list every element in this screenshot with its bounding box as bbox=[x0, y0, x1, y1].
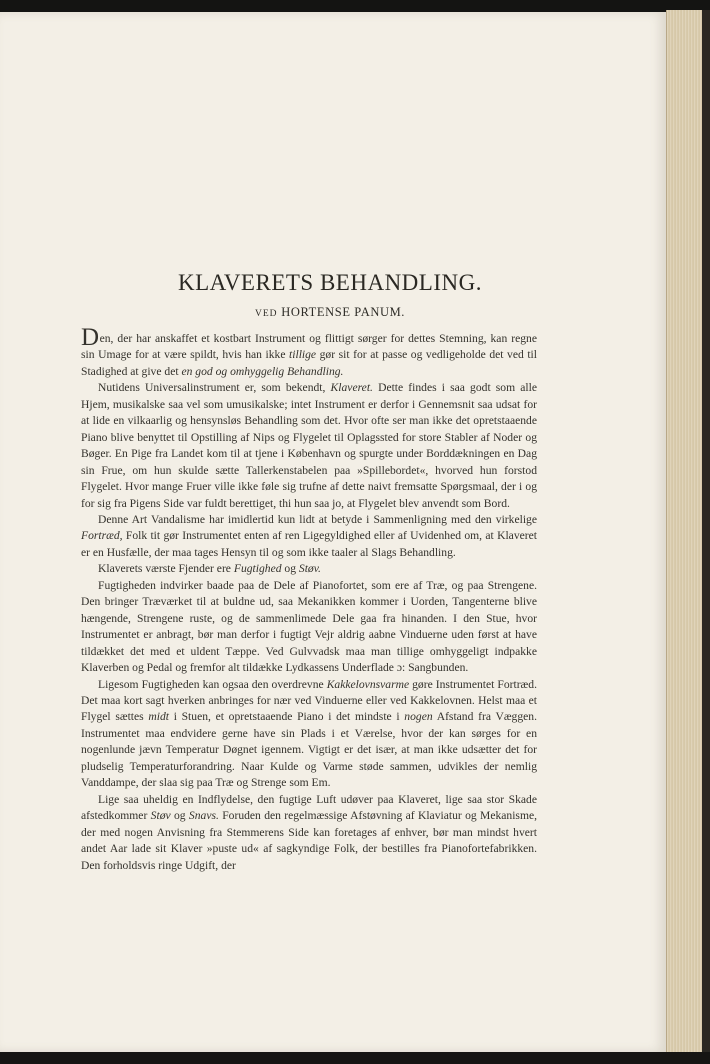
byline-author: HORTENSE PANUM. bbox=[281, 305, 406, 319]
article-body bbox=[81, 324, 538, 874]
drop-cap: D bbox=[81, 324, 100, 351]
paragraph-6: Ligesom Fugtigheden kan ogsaa den overdrevne Kakkelovnsvarme gøre Instrumentet Fortræd. Det maa kort sagt hverken anbringes for nær ved Vinduerne eller ved Kakkelovnen. Helst maa et Flygel sættes midt i Stuen, et opretstaaende Piano i det mindste i nogen Afstand fra Væggen. Instrumentet maa endvidere gerne have sin Plads i et Værelse, hvor der kan sørges for en nogenlunde jævn Temperatur Døgnet igennem. Vigtigt er det især, at man ikke udsætter det for pludselig Temperaturforandring. Naar Kulde og Varme støde sammen, udvikles der nemlig Vanddampe, der slaa sig paa Træ og Strenge som Em. bbox=[81, 677, 537, 790]
paragraph-1: Den, der har anskaffet et kostbart Instrument og flittigt sørger for dettes Stemning, kan regne sin Umage for at være spildt, hvis han ikke tillige gør sit for at passe og vedligeholde det ved til Stadighed at give det en god og omhyggelig Behandling. bbox=[81, 324, 537, 378]
byline-prefix: VED bbox=[254, 309, 278, 319]
paragraph-7: Lige saa uheldig en Indflydelse, den fugtige Luft udøver paa Klaveret, lige saa stor Skade afstedkommer Støv og Snavs. Foruden den regelmæssige Afstøvning af Klaviatur og Mekanisme, der med nogen Anvisning fra Stemmerens Side kan foretages af enhver, bør man mindst hvert andet Aar lade sit Klaver »puste ud« af sagkyndige Folk, der bestilles fra Pianofortefabrikken. Den forholdsvis ringe Udgift, der bbox=[81, 792, 538, 872]
scan-top-border bbox=[0, 0, 710, 12]
paragraph-2: Nutidens Universalinstrument er, som bekendt, Klaveret. Dette findes i saa godt som alle Hjem, musikalske saa vel som umusikalske; intet Instrument er derfor i Gennemsnit saa udsat for at lide en vilkaarlig og hensynsløs Behandling som det. Hvor ofte ser man ikke det opretstaaende Piano blive benyttet til Opstilling af Nips og Flygelet til Oplagssted for store Stabler af Noder og Bøger. En Pige fra Landet kom til at tjene i København og spurgte under Borddækningen en Dag sin Frue, om hun skulde sætte Tallerkenstabelen paa »Spillebordet«, hvorved hun forstod Flygelet. Hvor mange Fruer ville ikke føle sig trufne af dette naivt fremsatte Spørgsmaal, der i og for sig fra Pigens Side var fuldt berettiget, thi hun saa jo, at Flygelet blev anvendt som Bord. bbox=[81, 381, 537, 510]
book-page bbox=[0, 12, 666, 1052]
paragraph-4: Klaverets værste Fjender ere Fugtighed og Støv. bbox=[98, 562, 321, 576]
book-cover-edge bbox=[702, 10, 710, 1054]
article-title: KLAVERETS BEHANDLING. bbox=[178, 270, 482, 295]
book-page-edges bbox=[666, 10, 703, 1054]
paragraph-5: Fugtigheden indvirker baade paa de Dele af Pianofortet, som ere af Træ, og paa Strengene. Den bringer Træværket til at buldne ud, saa Mekanikken kommer i Uorden, Tangenterne blive hængende, Strengene ruste, og de sammenlimede Dele gaa fra hinanden. I den Stue, hvor Instrumentet er anbragt, bør man derfor i fugtigt Vejr aldrig aabne Vinduerne uden først at have tildækket det med et uldent Tæppe. Ved Gulvvadsk maa man tillige omhyggeligt indpakke Klaverben og Pedal og fremfor alt tildække Lydkassens Underflade ɔ: Sangbunden. bbox=[81, 578, 537, 675]
byline bbox=[80, 305, 580, 320]
paragraph-3: Denne Art Vandalisme har imidlertid kun lidt at betyde i Sammenligning med den virkelige Fortræd, Folk tit gør Instrumentet enten af ren Ligegyldighed eller af Uvidenhed om, at Klaveret er en Husfælle, der maa tages Hensyn til og som ikke taaler al Slags Behandling. bbox=[81, 512, 537, 559]
scan-bottom-border bbox=[0, 1052, 710, 1064]
